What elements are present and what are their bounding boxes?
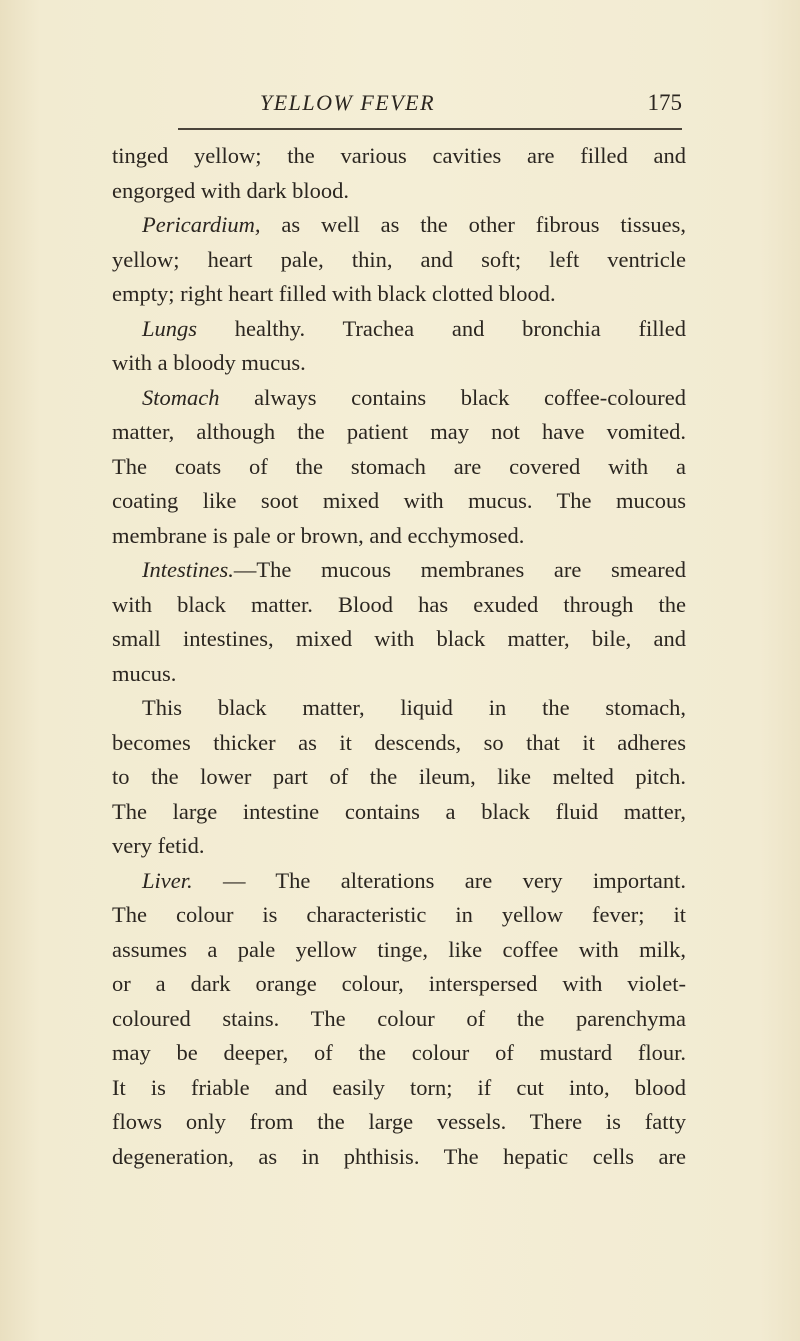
text-line: coating like soot mixed with mucus. The mucous [112, 488, 686, 513]
text-line: The large intestine contains a black fluid matter, [112, 798, 686, 824]
text-line: It is friable and easily torn; if cut into, blood [112, 1074, 686, 1100]
text-line: empty; right heart filled with black clotted blood. [112, 281, 556, 306]
text-line: The coats of the stomach are covered with a [112, 453, 686, 479]
text-line: or a dark orange colour, interspersed with violet- [112, 971, 686, 996]
text-line: Lungs healthy. Trachea and bronchia filled [142, 315, 686, 341]
page-header [178, 78, 682, 114]
text-line: assumes a pale yellow tinge, like coffee with milk, [112, 936, 686, 962]
text-line: yellow; heart pale, thin, and soft; left ventricle [112, 246, 686, 272]
text-line: The colour is characteristic in yellow fever; it [112, 902, 686, 927]
text-line: This black matter, liquid in the stomach, [142, 695, 686, 720]
section-heading: Pericardium, [142, 212, 261, 237]
text-line: membrane is pale or brown, and ecchymosed. [112, 522, 525, 548]
text-line: with black matter. Blood has exuded through the [112, 591, 686, 617]
section-heading: Stomach [142, 384, 220, 410]
text-line: Stomach always contains black coffee-coloured [142, 384, 686, 410]
text-line: flows only from the large vessels. There is fatty [112, 1109, 686, 1134]
section-heading: Intestines. [142, 557, 234, 582]
section-heading: Liver. [142, 867, 193, 893]
text-line: becomes thicker as it descends, so that it adheres [112, 729, 686, 755]
section-heading: Lungs [142, 315, 198, 341]
text-line: engorged with dark blood. [112, 177, 350, 203]
text-line: Pericardium, as well as the other fibrous tissues, [142, 212, 686, 237]
text-line: may be deeper, of the colour of mustard flour. [112, 1040, 686, 1065]
text-line: with a bloody mucus. [112, 350, 306, 375]
page-number: 175 [647, 90, 682, 115]
text-line: to the lower part of the ileum, like melted pitch. [112, 764, 686, 789]
text-line: very fetid. [112, 833, 205, 858]
text-line: matter, although the patient may not have vomited. [112, 419, 686, 444]
text-line: small intestines, mixed with black matter, bile, and [112, 626, 686, 651]
header-rule [178, 128, 682, 130]
running-title: YELLOW FEVER [260, 90, 436, 115]
text-line: degeneration, as in phthisis. The hepatic cells are [112, 1143, 686, 1169]
text-line: coloured stains. The colour of the parenchyma [112, 1005, 686, 1031]
text-line: tinged yellow; the various cavities are filled and [112, 143, 686, 168]
text-line: mucus. [112, 660, 177, 686]
text-line: Liver. — The alterations are very important. [142, 867, 686, 893]
body-text [112, 139, 686, 1174]
text-line: Intestines.—The mucous membranes are smeared [142, 557, 686, 582]
